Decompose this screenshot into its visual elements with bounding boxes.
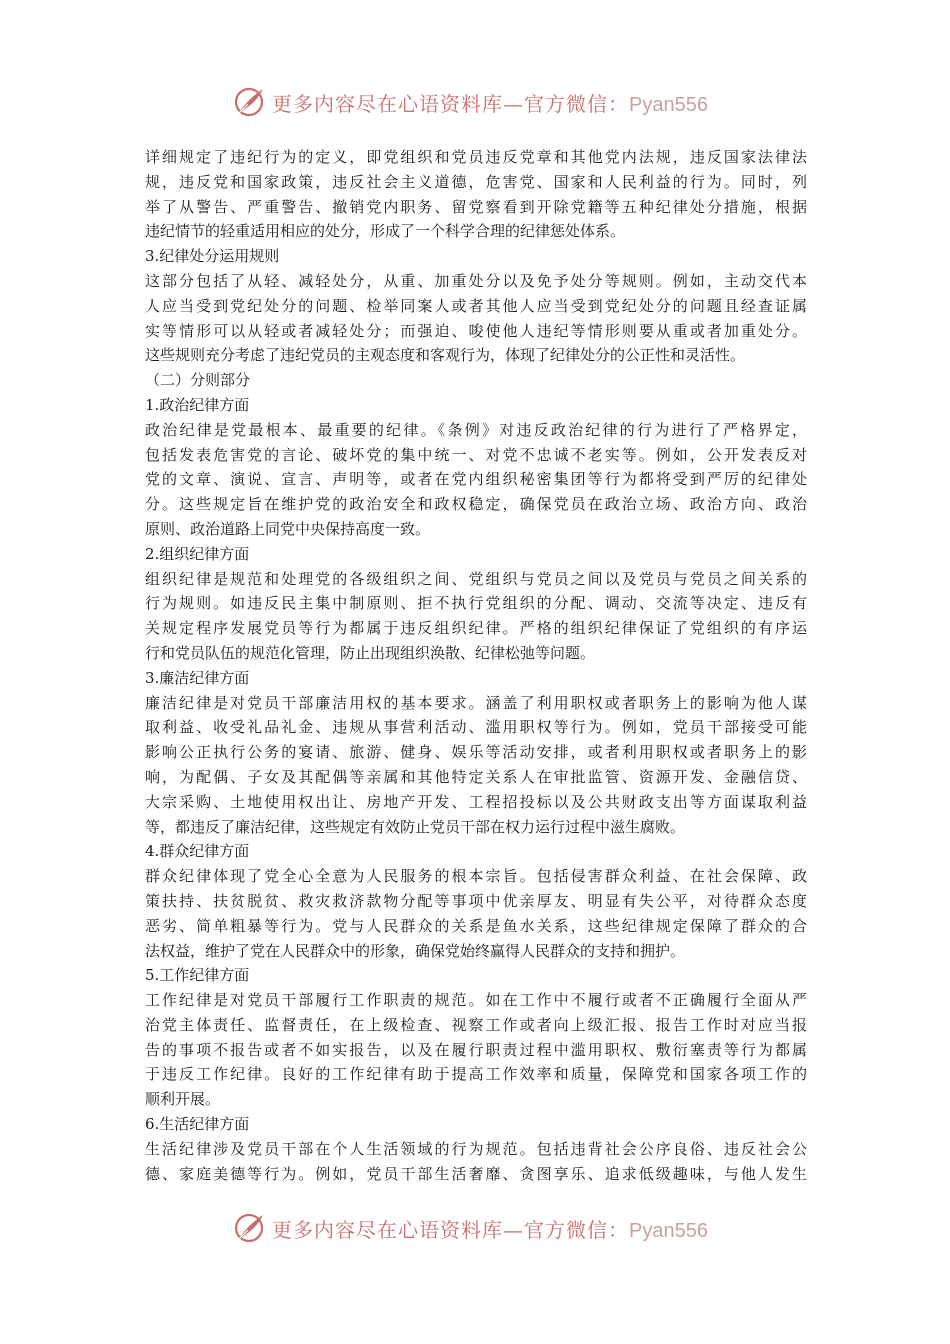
paragraph-line: 分。这些规定旨在维护党的政治安全和政权稳定，确保党员在政治立场、政治方向、政治 — [145, 495, 807, 514]
section-heading: 2.组织纪律方面 — [145, 544, 250, 563]
header-watermark-banner — [0, 82, 950, 122]
section-heading: 3.纪律处分运用规则 — [145, 247, 280, 266]
paragraph-line: 党的文章、演说、宣言、声明等，或者在党内组织秘密集团等行为都将受到严厉的纪律处 — [145, 470, 807, 489]
paragraph-line: 政治纪律是党最根本、最重要的纪律。《条例》对违反政治纪律的行为进行了严格界定， — [145, 420, 807, 439]
section-heading: 4.群众纪律方面 — [145, 842, 250, 861]
paragraph-line: 工作纪律是对党员干部履行工作职责的规范。如在工作中不履行或者不正确履行全面从严 — [145, 991, 807, 1010]
paragraph-line: 顺利开展。 — [145, 1090, 221, 1109]
paragraph-line: 这些规则充分考虑了违纪党员的主观态度和客观行为，体现了纪律处分的公正性和灵活性。 — [145, 346, 746, 365]
paragraph-line: 违纪情节的轻重适用相应的处分，形成了一个科学合理的纪律惩处体系。 — [145, 222, 626, 241]
paragraph-line: 组织纪律是规范和处理党的各级组织之间、党组织与党员之间以及党员与党员之间关系的 — [145, 569, 807, 588]
paragraph-line: 行为规则。如违反民主集中制原则、拒不执行党组织的分配、调动、交流等决定、违反有 — [145, 594, 807, 613]
paragraph-line: 治党主体责任、监督责任，在上级检查、视察工作或者向上级汇报、报告工作时对应当报 — [145, 1015, 807, 1034]
paragraph-line: 实等情形可以从轻或者减轻处分；而强迫、唆使他人违纪等情形则要从重或者加重处分。 — [145, 321, 807, 340]
paragraph-line: 策扶持、扶贫脱贫、救灾救济款物分配等事项中优亲厚友、明显有失公平，对待群众态度 — [145, 891, 807, 910]
paragraph-line: 群众纪律体现了党全心全意为人民服务的根本宗旨。包括侵害群众利益、在社会保障、政 — [145, 867, 807, 886]
paragraph-line: 关规定程序发展党员等行为都属于违反组织纪律。严格的组织纪律保证了党组织的有序运 — [145, 619, 807, 638]
paragraph-line: 于违反工作纪律。良好的工作纪律有助于提高工作效率和质量，保障党和国家各项工作的 — [145, 1065, 807, 1084]
wechat-id: Pyan556 — [629, 1219, 708, 1242]
paragraph-line: 生活纪律涉及党员干部在个人生活领域的行为规范。包括违背社会公序良俗、违反社会公 — [145, 1139, 807, 1158]
paragraph-line: 等，都违反了廉洁纪律，这些规定有效防止党员干部在权力运行过程中滋生腐败。 — [145, 817, 686, 836]
paragraph-line: 原则、政治道路上同党中央保持高度一致。 — [145, 519, 431, 538]
section-heading: 3.廉洁纪律方面 — [145, 668, 250, 687]
paragraph-line: 取利益、收受礼品礼金、违规从事营利活动、滥用职权等行为。例如，党员干部接受可能 — [145, 718, 807, 737]
paragraph-line: 恶劣、简单粗暴等行为。党与人民群众的关系是鱼水关系，这些纪律规定保障了群众的合 — [145, 916, 807, 935]
banner-text: 更多内容尽在心语资料库—官方微信：Pyan556 — [272, 91, 708, 116]
paragraph-line: 包括发表危害党的言论、破坏党的集中统一、对党不忠诚不老实等。例如，公开发表反对 — [145, 445, 807, 464]
paragraph-line: 影响公正执行公务的宴请、旅游、健身、娱乐等活动安排，或者利用职权或者职务上的影 — [145, 743, 807, 762]
wechat-id: Pyan556 — [629, 93, 708, 116]
section-heading: 6.生活纪律方面 — [145, 1115, 250, 1134]
paragraph-line: 行和党员队伍的规范化管理，防止出现组织涣散、纪律松弛等问题。 — [145, 643, 596, 662]
paragraph-line: 详细规定了违纪行为的定义，即党组织和党员违反党章和其他党内法规，违反国家法律法 — [145, 148, 807, 166]
paragraph-line: 这部分包括了从轻、减轻处分，从重、加重处分以及免予处分等规则。例如，主动交代本 — [145, 271, 807, 290]
section-heading: 5.工作纪律方面 — [145, 966, 250, 985]
footer-watermark-banner — [0, 1208, 950, 1248]
section-heading: （二）分则部分 — [145, 371, 251, 390]
paragraph-line: 廉洁纪律是对党员干部廉洁用权的基本要求。涵盖了利用职权或者职务上的影响为他人谋 — [145, 693, 807, 712]
paragraph-line: 大宗采购、土地使用权出让、房地产开发、工程招投标以及公共财政支出等方面谋取利益 — [145, 792, 807, 811]
section-heading: 1.政治纪律方面 — [145, 395, 250, 414]
paragraph-line: 响，为配偶、子女及其配偶等亲属和其他特定关系人在审批监管、资源开发、金融信贷、 — [145, 767, 807, 786]
document-body — [145, 145, 807, 1186]
quill-logo-icon — [232, 85, 266, 119]
quill-logo-icon — [232, 1211, 266, 1245]
paragraph-line: 规，违反党和国家政策，违反社会主义道德，危害党、国家和人民利益的行为。同时，列 — [145, 172, 807, 191]
paragraph-line: 人应当受到党纪处分的问题、检举同案人或者其他人应当受到党纪处分的问题且经查证属 — [145, 296, 807, 315]
paragraph-line: 德、家庭美德等行为。例如，党员干部生活奢靡、贪图享乐、追求低级趣味，与他人发生 — [145, 1164, 807, 1183]
paragraph-line: 法权益，维护了党在人民群众中的形象，确保党始终赢得人民群众的支持和拥护。 — [145, 941, 686, 960]
paragraph-line: 举了从警告、严重警告、撤销党内职务、留党察看到开除党籍等五种纪律处分措施，根据 — [145, 197, 807, 216]
paragraph-line: 告的事项不报告或者不如实报告，以及在履行职责过程中滥用职权、敷衍塞责等行为都属 — [145, 1040, 807, 1059]
banner-text: 更多内容尽在心语资料库—官方微信：Pyan556 — [272, 1217, 708, 1242]
